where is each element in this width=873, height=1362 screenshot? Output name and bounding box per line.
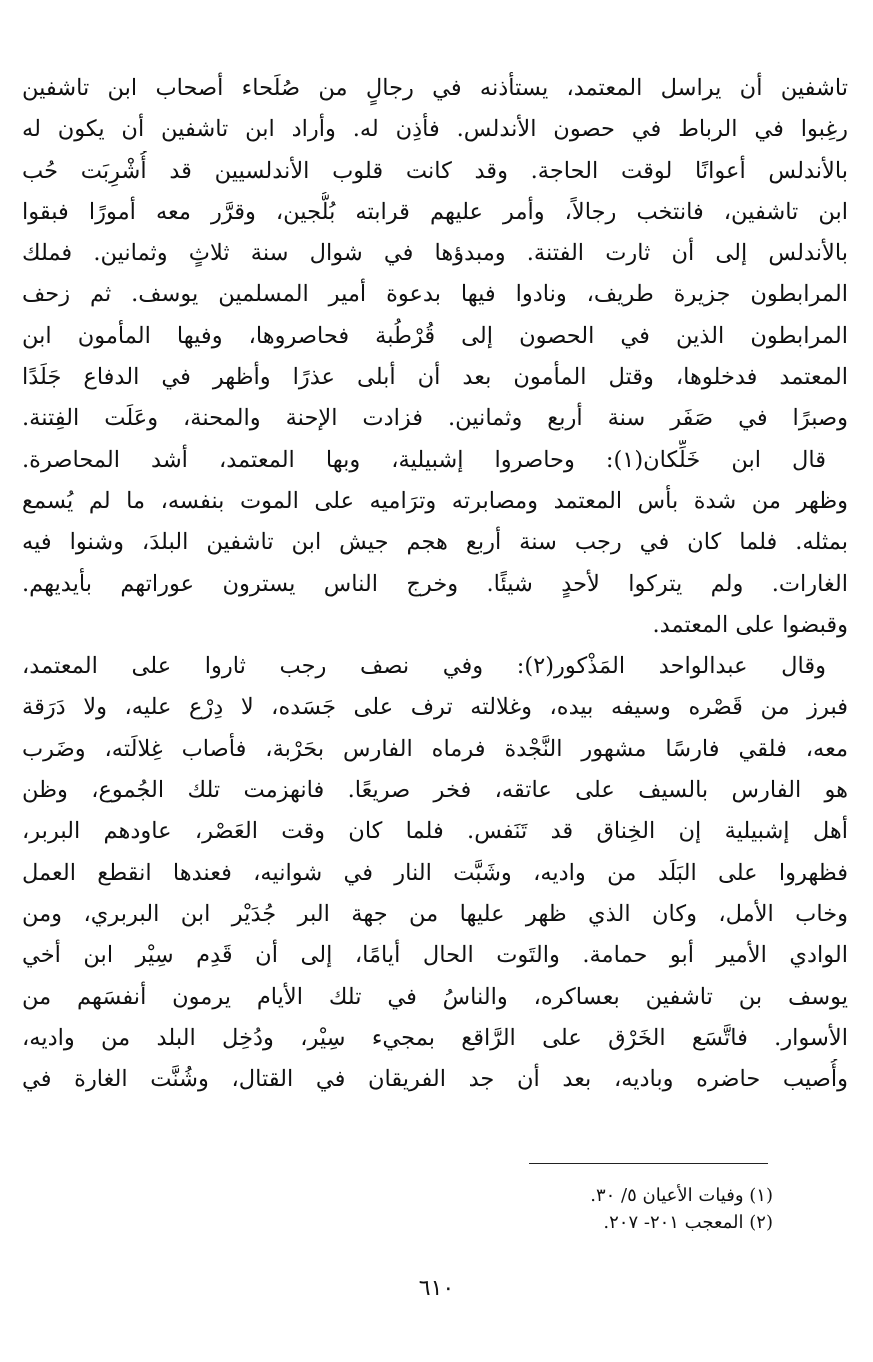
footnotes [353,1182,773,1236]
text-line: وقال عبدالواحد المَذْكور(٢): وفي نصف رجب ثاروا على المعتمد، [22,653,826,680]
text-line: وصبرًا في صَفَر سنة أربع وثمانين. فزادت الإحنة والمحنة، وعَلَت الفِتنة. [22,405,848,432]
text-line: بالأندلس إلى أن ثارت الفتنة. ومبدؤها في شوال سنة ثلاثٍ وثمانين. فملك [22,240,848,267]
page-number: ٦١٠ [418,1276,455,1301]
text-line: معه، فلقي فارسًا مشهور النَّجْدة فرماه الفارس بحَرْبة، فأصاب غِلالَته، وضَرب [22,735,848,762]
text-line: الغارات. ولم يتركوا لأحدٍ شيئًا. وخرج الناس يسترون عوراتهم بأيديهم. [22,570,848,597]
text-line: فبرز من قَصْره وسيفه بيده، وغلالته ترف على جَسَده، لا دِرْع عليه، ولا دَرَقة [22,694,848,721]
text-line: وخاب الأمل، وكان الذي ظهر عليها من جهة البر جُدَيْر ابن البربري، ومن [22,900,848,927]
text-line: يوسف بن تاشفين بعساكره، والناسُ في تلك الأيام يرمون أنفسَهم من [22,983,848,1010]
text-line: بمثله. فلما كان في رجب سنة أربع هجم جيش ابن تاشفين البلدَ، وشنوا فيه [22,529,848,556]
text-line: رغِبوا في الرباط في حصون الأندلس. فأذِن له. وأراد ابن تاشفين أن يكون له [22,116,848,143]
text-line: الوادي الأمير أبو حمامة. والتَوت الحال أيامًا، إلى أن قَدِم سِيْر ابن أخي [22,942,848,969]
footnote: (١) وفيات الأعيان ٥/ ٣٠. [590,1185,773,1206]
footnote: (٢) المعجب ٢٠١- ٢٠٧. [603,1212,773,1233]
text-line: قال ابن خَلِّكان(١): وحاصروا إشبيلية، وبها المعتمد، أشد المحاصرة. [22,446,826,473]
footnote-separator [529,1163,768,1164]
text-line: المرابطون الذين في الحصون إلى قُرْطُبة فحاصروها، وفيها المأمون ابن [22,322,848,349]
text-line: أهل إشبيلية إن الخِناق قد تَنَفس. فلما كان وقت العَصْر، عاودهم البربر، [22,818,848,845]
text-line: وقبضوا على المعتمد. [652,611,848,638]
text-line: بالأندلس أعوانًا لوقت الحاجة. وقد كانت قلوب الأندلسيين قد أُشْرِبَت حُب [22,157,848,184]
text-line: وظهر من شدة بأس المعتمد ومصابرته وترَاميه على الموت بنفسه، ما لم يُسمع [22,487,848,514]
text-line: فظهروا على البَلَد من واديه، وشَبَّت النار في شوانيه، فعندها انقطع العمل [22,859,848,886]
text-line: المرابطون جزيرة طريف، ونادوا فيها بدعوة أمير المسلمين يوسف. ثم زحف [22,281,848,308]
text-line: ابن تاشفين، فانتخب رجالاً، وأمر عليهم قرابته بُلُّجين، وقرَّر معه أمورًا فبقوا [22,198,848,225]
main-text [22,68,848,1100]
text-line: وأُصيب حاضره وباديه، بعد أن جد الفريقان في القتال، وشُنَّت الغارة في [22,1066,848,1093]
text-line: تاشفين أن يراسل المعتمد، يستأذنه في رجالٍ من صُلَحاء أصحاب ابن تاشفين [22,75,848,101]
text-line: الأسوار. فاتَّسَع الخَرْق على الرَّاقع بمجيء سِيْر، ودُخِل البلد من واديه، [22,1024,848,1051]
text-line: هو الفارس بالسيف على عاتقه، فخر صريعًا. فانهزمت تلك الجُموع، وظن [22,777,848,804]
text-line: المعتمد فدخلوها، وقتل المأمون بعد أن أبلى عذرًا وأظهر في الدفاع جَلَدًا [22,364,848,391]
